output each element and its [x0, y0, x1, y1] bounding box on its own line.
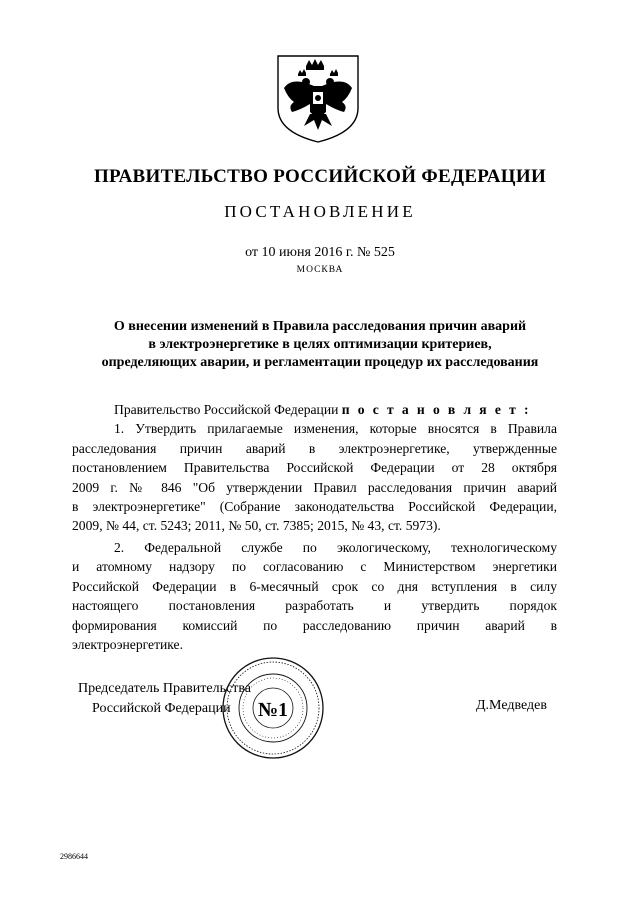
paragraph-line: формирования комиссий по расследованию причин аварий в: [72, 617, 557, 633]
paragraph-line: постановлением Правительства Российской Федерации от 28 октября: [72, 460, 557, 476]
paragraph-line: Российской Федерации в 6-месячный срок со дня вступления в силу: [72, 578, 557, 594]
paragraph-line: 1. Утвердить прилагаемые изменения, которые вносятся в Правила: [114, 421, 557, 437]
seal-number: №1: [257, 699, 289, 721]
paragraph-line: электроэнергетике.: [72, 636, 183, 652]
signature-position-line: Председатель Правительства: [78, 681, 251, 696]
subject-line: в электроэнергетике в целях оптимизации критериев,: [148, 337, 492, 352]
paragraph-line: 2009, № 44, ст. 5243; 2011, № 50, ст. 7385; 2015, № 43, ст. 5973).: [72, 518, 441, 534]
paragraph-1: [72, 400, 557, 536]
paragraph-2: [72, 538, 557, 654]
paragraph-line: 2. Федеральной службе по экологическому, технологическому: [114, 540, 557, 555]
paragraph-line: 2009 г. № 846 "Об утверждении Правил расследования причин аварий: [72, 479, 557, 495]
intro-text: Правительство Российской Федерации: [114, 402, 342, 417]
government-title: ПРАВИТЕЛЬСТВО РОССИЙСКОЙ ФЕДЕРАЦИИ: [93, 166, 547, 187]
intro-line: [72, 400, 557, 419]
document-subject: [0, 318, 640, 372]
subject-line: О внесении изменений в Правила расследования причин аварий: [113, 319, 527, 334]
intro-emphasis: п о с т а н о в л я е т :: [341, 402, 531, 417]
paragraph-line: настоящего постановления разработать и утвердить порядок: [72, 598, 557, 614]
paragraph-line: расследования причин аварий в электроэнергетике, утвержденные: [72, 440, 557, 456]
government-seal-icon: [221, 656, 325, 760]
subject-line: определяющих аварии, и регламентации процедур их расследования: [101, 355, 539, 370]
coat-of-arms-icon: [270, 52, 366, 144]
document-id: 2986644: [60, 852, 88, 861]
document-type: ПОСТАНОВЛЕНИЕ: [224, 202, 416, 221]
signature-position-line: Российской Федерации: [92, 701, 231, 716]
document-city: МОСКВА: [296, 265, 344, 275]
document-date-number: от 10 июня 2016 г. № 525: [245, 245, 395, 260]
signatory-name: Д.Медведев: [476, 698, 547, 713]
paragraph-line: в электроэнергетике" (Собрание законодательства Российской Федерации,: [72, 498, 557, 514]
paragraph-line: и атомному надзору по согласованию с Министерством энергетики: [72, 559, 557, 575]
